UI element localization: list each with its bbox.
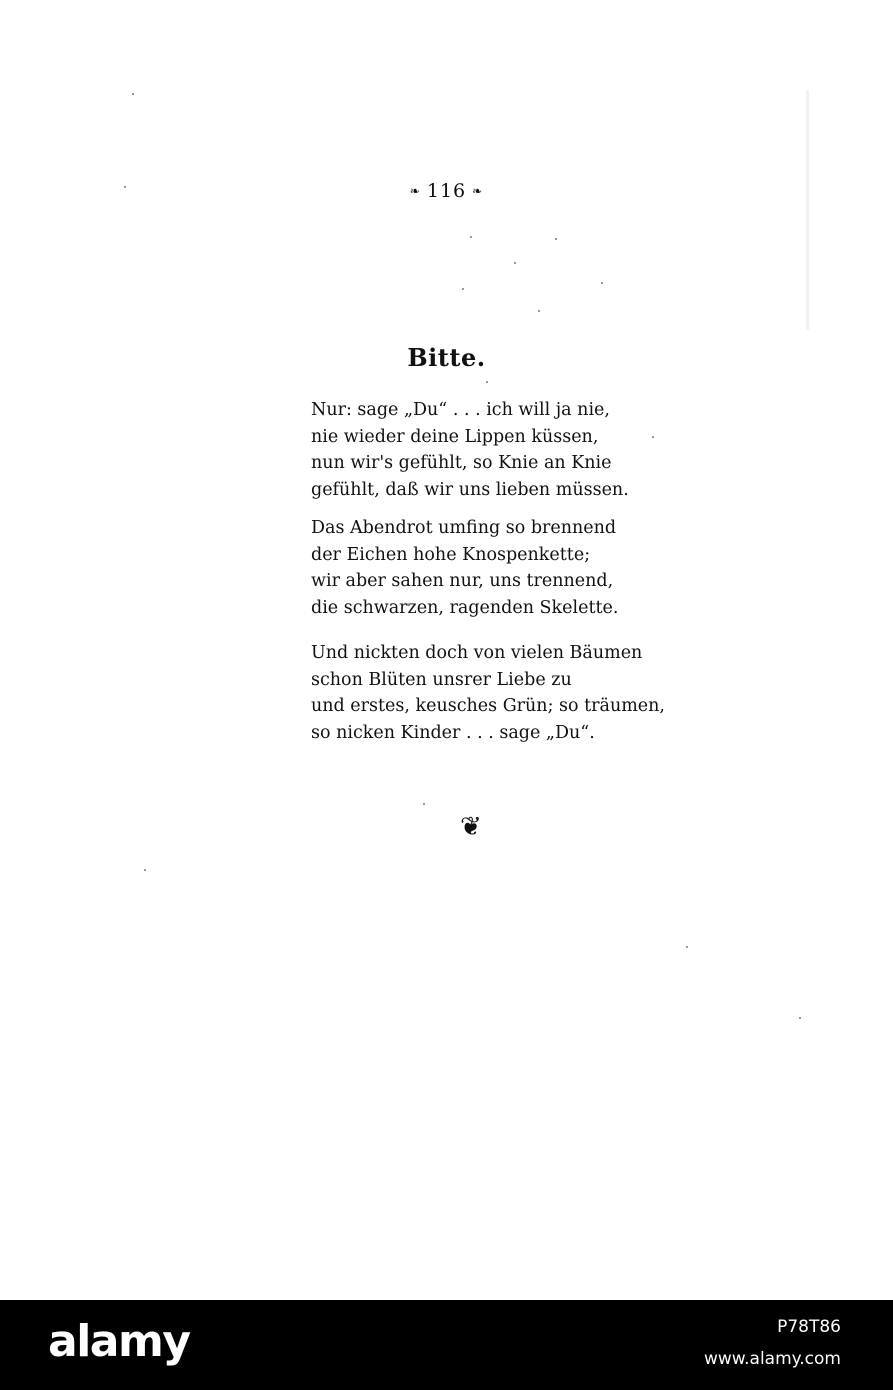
- poem-line: nun wir's gefühlt, so Knie an Knie: [311, 453, 612, 473]
- poem-line: der Eichen hohe Knospenkette;: [311, 544, 591, 565]
- scan-speck: [514, 262, 516, 264]
- poem-line: so nicken Kinder . . . sage „Du“.: [311, 722, 595, 743]
- poem-line: schon Blüten unsrer Liebe zu: [311, 669, 572, 690]
- ornament-right-icon: ❧: [472, 184, 484, 198]
- stanza-1: [311, 397, 671, 503]
- page-number-value: 116: [426, 180, 467, 202]
- ornament-left-icon: ❧: [409, 184, 421, 198]
- poem-line: wir aber sahen nur, uns trennend,: [311, 571, 614, 591]
- site-url: www.alamy.com: [703, 1349, 841, 1369]
- scan-speck: [555, 238, 557, 240]
- poem-line: nie wieder deine Lippen küssen,: [311, 426, 599, 447]
- page-edge-shadow: [806, 90, 809, 330]
- poem-line: Und nickten doch von vielen Bäumen: [311, 643, 643, 663]
- scan-speck: [686, 946, 688, 948]
- alamy-logo: alamy: [48, 1316, 190, 1367]
- poem-line: und erstes, keusches Grün; so träumen,: [311, 696, 665, 716]
- page-number: [0, 180, 893, 202]
- scan-speck: [601, 282, 603, 284]
- poem-line: Das Abendrot umfing so brennend: [311, 518, 617, 538]
- scan-speck: [538, 310, 540, 312]
- scan-speck: [470, 236, 472, 238]
- poem-title: Bitte.: [407, 343, 486, 372]
- stanza-2: [311, 515, 671, 621]
- scan-speck: [486, 381, 488, 383]
- poem-line: Nur: sage „Du“ . . . ich will ja nie,: [311, 400, 610, 420]
- scan-speck: [652, 436, 654, 438]
- fleuron-icon: ❦: [460, 812, 482, 842]
- scan-speck: [799, 1017, 801, 1019]
- stanza-3: [311, 640, 671, 746]
- image-id: P78T86: [777, 1317, 841, 1337]
- scan-speck: [132, 93, 134, 95]
- scan-speck: [423, 803, 425, 805]
- scan-speck: [124, 186, 126, 188]
- poem-line: gefühlt, daß wir uns lieben müssen.: [311, 479, 629, 500]
- scan-speck: [144, 869, 146, 871]
- poem-line: die schwarzen, ragenden Skelette.: [311, 597, 619, 618]
- scan-speck: [462, 288, 464, 290]
